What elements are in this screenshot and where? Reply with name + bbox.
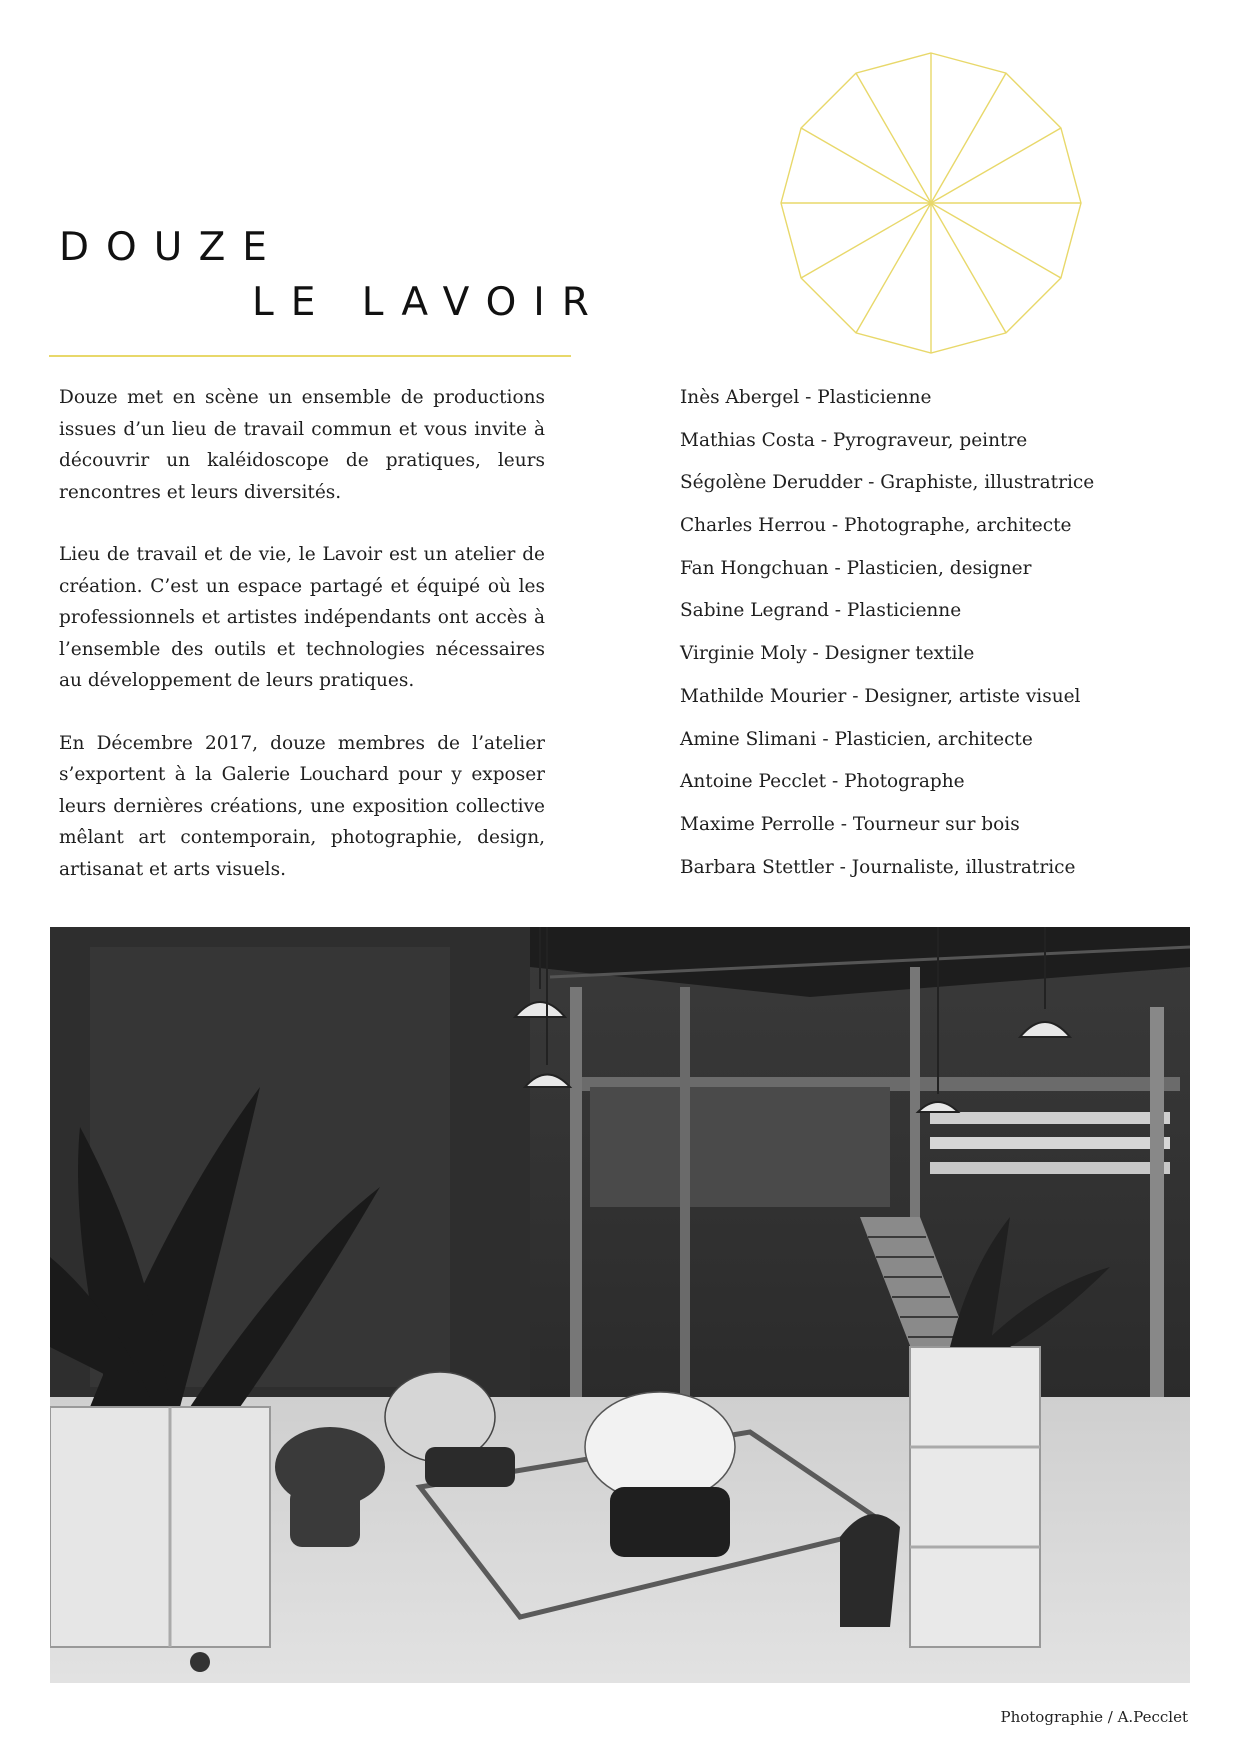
member-item: Maxime Perrolle - Tourneur sur bois (680, 813, 1020, 835)
members-list (680, 382, 1094, 894)
member-item: Amine Slimani - Plasticien, architecte (680, 728, 1033, 750)
member-item: Barbara Stettler - Journaliste, illustratrice (680, 856, 1076, 878)
intro-paragraph: Douze met en scène un ensemble de productions issues d’un lieu de travail commun et vous invite à découvrir un kaléidoscope de pratiques, leurs rencontres et leurs diversités. (59, 387, 545, 503)
workshop-photo (50, 927, 1190, 1683)
member-item: Ségolène Derudder - Graphiste, illustratrice (680, 472, 1095, 494)
member-item: Sabine Legrand - Plasticienne (680, 600, 962, 622)
member-item: Charles Herrou - Photographe, architecte (680, 515, 1072, 537)
member-item: Virginie Moly - Designer textile (680, 643, 975, 665)
intro-paragraph: En Décembre 2017, douze membres de l’atelier s’exportent à la Galerie Louchard pour y exposer leurs dernières créations, une exposition collective mêlant art contemporain, photographie, design, artisanat et arts visuels. (59, 732, 545, 880)
member-item: Mathias Costa - Pyrograveur, peintre (680, 429, 1028, 451)
title-underline (49, 355, 571, 357)
member-item: Antoine Pecclet - Photographe (680, 771, 965, 793)
intro-paragraph: Lieu de travail et de vie, le Lavoir est un atelier de création. C’est un espace partagé et équipé où les professionnels et artistes indépendants ont accès à l’ensemble des outils et technologies nécessaires au développement de leurs pratiques. (59, 544, 545, 691)
title-douze: DOUZE (59, 225, 284, 270)
dodecagon-star-icon (772, 44, 1090, 362)
member-item: Fan Hongchuan - Plasticien, designer (680, 557, 1032, 579)
intro-text (59, 382, 545, 916)
member-item: Mathilde Mourier - Designer, artiste visuel (680, 685, 1081, 707)
photo-credit: Photographie / A.Pecclet (1000, 1708, 1188, 1726)
title-le-lavoir: LE LAVOIR (252, 280, 606, 325)
member-item: Inès Abergel - Plasticienne (680, 387, 932, 408)
